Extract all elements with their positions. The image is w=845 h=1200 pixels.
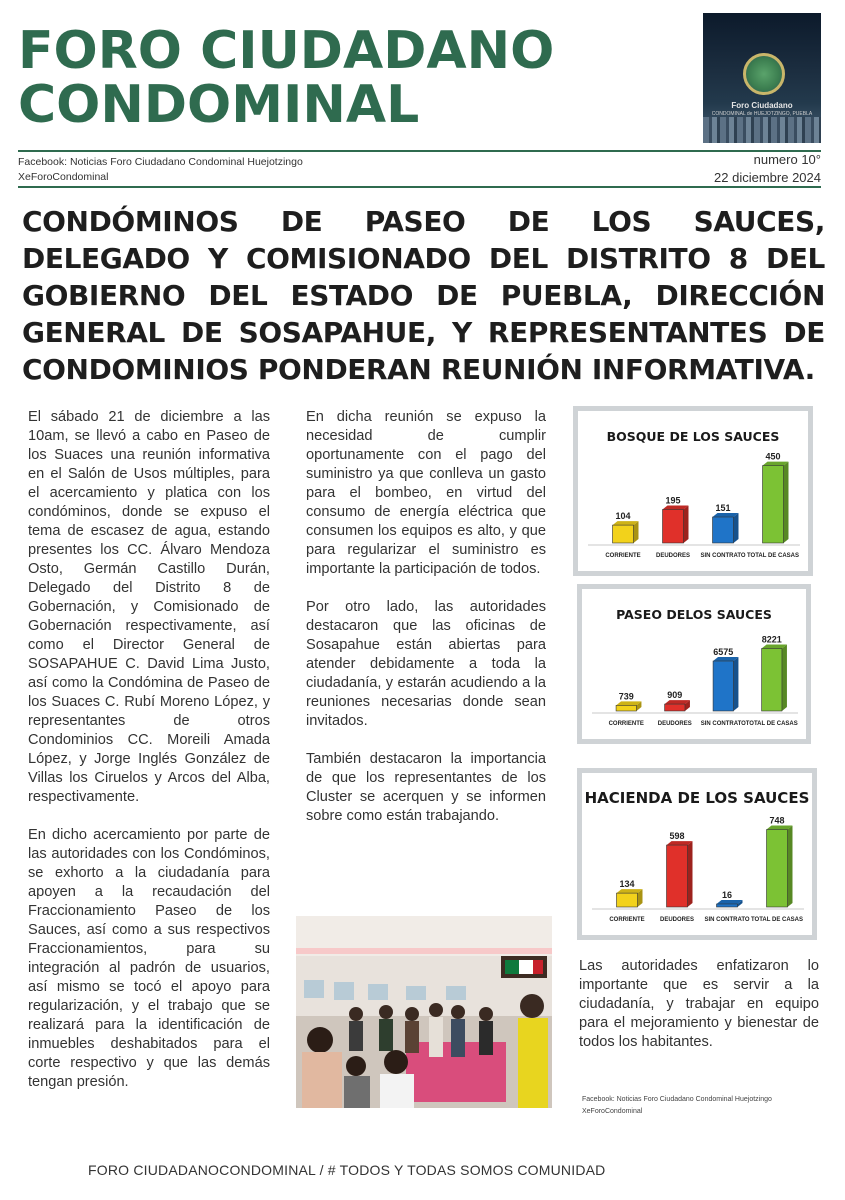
chart-bar [616, 705, 636, 711]
city-skyline-icon [703, 117, 821, 143]
chart-bar [762, 649, 782, 711]
chart-data-label: 450 [765, 451, 781, 462]
chart-bar [617, 893, 638, 907]
chart-title: BOSQUE DE LOS SAUCES [606, 429, 780, 444]
issue-number: numero 10° [753, 152, 821, 167]
chart-category-label: DEUDORES [659, 917, 695, 923]
col1-paragraph-1: El sábado 21 de diciembre a las 10am, se llevó a cabo en Paseo de los Suaces una reunión informativa en el Salón de Usos múltiples, para el acercamiento y platica con los condóminos, donde se expuso el tema de escasez de agua, estando presentes los CC. Álvaro Mendoza Osto, Germán Castillo Durán, Delegado del Distrito 8 de Gobernación, y Comisionado de Gobernación respectivamente, así como el Director General de SOSAPAHUE C. David Lima Justo, así como la Condómina de Paseo de los Suaces C. Rubí Moreno López, y representantes de otros Condominios CC. Moreili Amada López, y Jorge Inglés González de Villas los Ciruelos y Arcos del Alba, respectivamente. [28, 409, 270, 805]
headline: CONDÓMINOS DE PASEO DE LOS SAUCES, DELEGADO Y COMISIONADO DEL DISTRITO 8 DEL GOBIERNO DEL ESTADO DE PUEBLA, DIRECCIÓN GENERAL DE SOSAPAHUE, Y REPRESENTANTES DE CONDOMINIOS PONDERAN REUNIÓN INFORMATIVA. [22, 205, 825, 386]
masthead-line-2: CONDOMINAL [18, 75, 420, 135]
chart-category-label: DEUDORES [657, 721, 692, 727]
chart-title: HACIENDA DE LOS SAUCES [584, 789, 810, 807]
issue-date: 22 diciembre 2024 [714, 170, 821, 185]
chart-bar [763, 466, 784, 543]
chart-bar [717, 904, 738, 907]
chart-category-label: CORRIENTE [608, 721, 644, 727]
chart-data-label: 598 [669, 831, 685, 842]
masthead-title [18, 21, 618, 135]
chart-bar [767, 830, 788, 907]
chart-bar [613, 525, 634, 543]
foro-logo [703, 13, 821, 143]
masthead-line-1: FORO CIUDADANO [18, 21, 555, 81]
meeting-photo [296, 916, 552, 1108]
chart-bar [663, 509, 684, 543]
col2-paragraph-3: También destacaron la importancia de que los representantes de los Cluster se acerquen y se informen sobre como están trabajando. [306, 751, 546, 824]
chart-data-label: 104 [615, 511, 631, 522]
chart-svg [582, 589, 806, 739]
header-facebook: Facebook: Noticias Foro Ciudadano Condominal Huejotzingo [18, 156, 303, 168]
chart-category-label: SIN CONTRATO [700, 721, 746, 727]
chart-bar-side [684, 505, 689, 543]
credit-facebook: Facebook: Noticias Foro Ciudadano Condominal Huejotzingo [582, 1096, 772, 1103]
chart-data-label: 909 [667, 690, 683, 701]
chart-data-label: 151 [715, 503, 731, 514]
chart-paseo-delos-sauces [577, 584, 811, 744]
chart-data-label: 6575 [713, 647, 734, 658]
col3-paragraph-1: Las autoridades enfatizaron lo importante que es servir a la ciudadanía, y trabajar en equipo para el mejoramiento y bienestar de todos los habitantes. [579, 958, 819, 1050]
chart-bar-side [788, 826, 793, 907]
chart-data-label: 195 [665, 495, 681, 506]
col2-paragraph-1: En dicha reunión se expuso la necesidad de cumplir oportunamente con el pago del suministro ya que conlleva un gasto para el bombeo, en virtud del consumo de energía eléctrica que consumen los equipos es alto, y que para regularizar el suministro es importante la participación de todos. [306, 409, 546, 577]
chart-category-label: TOTAL DE CASAS [745, 721, 798, 727]
chart-category-label: TOTAL DE CASAS [746, 553, 800, 559]
header-rule-top [18, 150, 821, 152]
chart-category-label: SIN CONTRATO [700, 553, 746, 559]
chart-bar [665, 704, 685, 711]
chart-hacienda-de-los-sauces [577, 768, 817, 940]
chart-category-label: DEUDORES [655, 553, 691, 559]
chart-data-label: 739 [618, 691, 634, 702]
chart-bar [667, 845, 688, 907]
chart-data-label: 134 [619, 879, 635, 890]
chart-bar-side [784, 462, 789, 543]
chart-bar-side [734, 513, 739, 543]
chart-bar-side [733, 657, 738, 711]
header-handle: XeForoCondominal [18, 171, 109, 183]
chart-bar-side [782, 645, 787, 711]
chart-svg [578, 411, 808, 571]
col2-paragraph-2: Por otro lado, las autoridades destacaron que las oficinas de Sosapahue están abiertas para atender debidamente a toda la ciudadanía, y estarán acudiendo a la reuniones necesarias donde sean invitados. [306, 599, 546, 729]
logo-subtitle: CONDOMINAL de HUEJOTZINGO, PUEBLA [711, 111, 813, 117]
footer-slogan: FORO CIUDADANOCONDOMINAL / # TODOS Y TODAS SOMOS COMUNIDAD [88, 1162, 606, 1178]
article-column-1 [28, 408, 270, 1111]
tree-emblem-icon [743, 53, 785, 95]
credit-handle: XeForoCondominal [582, 1108, 643, 1115]
chart-category-label: CORRIENTE [605, 553, 641, 559]
chart-svg [582, 773, 812, 935]
header-rule-bottom [18, 186, 821, 188]
chart-data-label: 748 [769, 815, 785, 826]
col1-paragraph-2: En dicho acercamiento por parte de las autoridades con los Condóminos, se exhorto a la ciudadanía para apoyen a la recaudación del Fraccionamiento Paseo de los Sauces, así como a sus respectivos Fraccionamientos, para su integración al padrón de usuarios, así mismo se tocó el apoyo para regularización, y el trabajo que se realizará para la identificación de inmuebles deshabitados para el corte respectivo y que las demás tengan presión. [28, 827, 270, 1090]
chart-title: PASEO DELOS SAUCES [616, 607, 772, 622]
article-column-3 [579, 957, 819, 1071]
chart-data-label: 16 [721, 890, 733, 900]
chart-category-label: TOTAL DE CASAS [750, 917, 804, 923]
chart-bar [713, 661, 733, 711]
article-column-2 [306, 408, 546, 845]
chart-bosque-de-los-sauces [573, 406, 813, 576]
chart-category-label: CORRIENTE [609, 917, 645, 923]
chart-category-label: SIN CONTRATO [704, 917, 750, 923]
chart-data-label: 8221 [761, 634, 782, 645]
chart-bar-side [688, 841, 693, 907]
chart-bar [713, 517, 734, 543]
logo-name: Foro Ciudadano [731, 101, 793, 110]
meeting-photo-illustration [296, 916, 552, 1108]
